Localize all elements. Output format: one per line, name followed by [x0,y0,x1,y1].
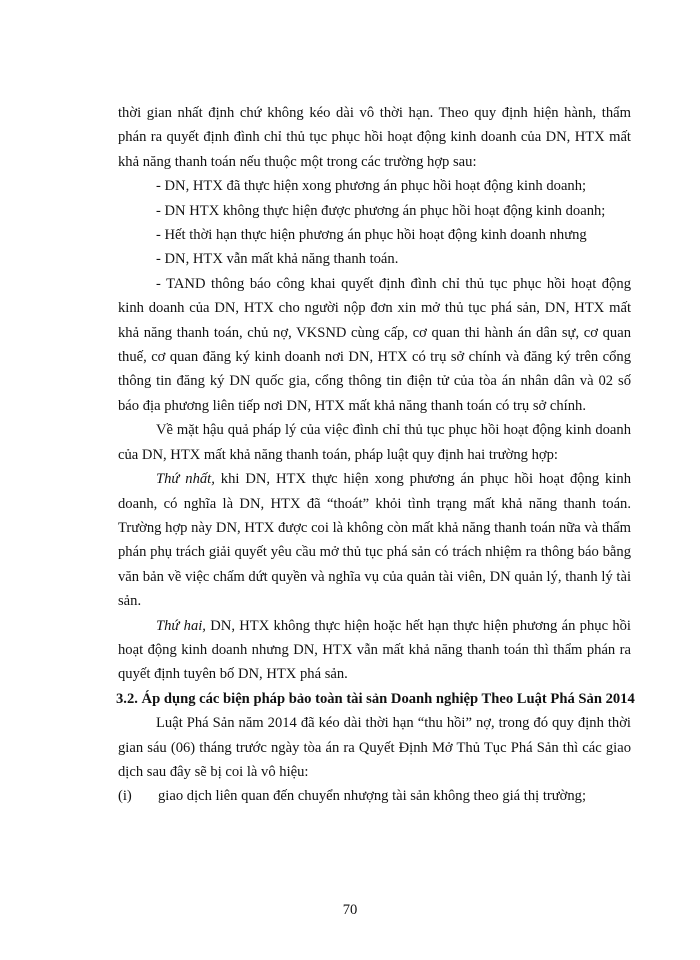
paragraph-intro: thời gian nhất định chứ không kéo dài vô thời hạn. Theo quy định hiện hành, thẩm phán ra quyết định đình chỉ thủ tục phục hồi hoạt động kinh doanh của DN, HTX mất khả năng thanh toán nếu thuộc một trong các trường hợp sau: [118,105,631,170]
paragraph-tand-notice: - TAND thông báo công khai quyết định đình chỉ thủ tục phục hồi hoạt động kinh doanh của DN, HTX cho người nộp đơn xin mở thủ tục phá sản, DN, HTX mất khả năng thanh toán, chủ nợ, VKSND cùng cấp, cơ quan thi hành án dân sự, cơ quan thuế, cơ quan đăng ký kinh doanh nơi DN, HTX có trụ sở chính và đăng ký trên cổng thông tin đăng ký DN quốc gia, cổng thông tin điện tử của tòa án nhân dân và 02 số báo địa phương liên tiếp nơi DN, HTX mất khả năng thanh toán có trụ sở chính. [118,275,631,414]
bullet-item-2: - DN HTX không thực hiện được phương án phục hồi hoạt động kinh doanh; [156,202,606,219]
paragraph-legal-consequence: Về mặt hậu quả pháp lý của việc đình chỉ thủ tục phục hồi hoạt động kinh doanh của DN, HTX mất khả năng thanh toán, pháp luật quy định hai trường hợp: [118,422,631,463]
bullet-item-3: - Hết thời hạn thực hiện phương án phục hồi hoạt động kinh doanh nhưng [156,227,587,244]
second-case-text: DN, HTX không thực hiện hoặc hết hạn thực hiện phương án phục hồi hoạt động kinh doanh nhưng DN, HTX vẫn mất khả năng thanh toán thì thẩm phán ra quyết định tuyên bố DN, HTX phá sản. [118,617,631,683]
page-number: 70 [342,902,358,918]
list-item-text: giao dịch liên quan đến chuyển nhượng tài sản không theo giá thị trường; [158,788,587,805]
bullet-item-1: - DN, HTX đã thực hiện xong phương án phục hồi hoạt động kinh doanh; [156,178,587,195]
second-case-label: Thứ hai, [156,617,206,634]
list-item [118,784,631,808]
document-body [116,101,635,809]
paragraph-second-case [118,614,631,687]
first-case-label: Thứ nhất, [156,471,215,488]
first-case-text: khi DN, HTX thực hiện xong phương án phục hồi hoạt động kinh doanh, có nghĩa là DN, HTX đã “thoát” khỏi tình trạng mất khả năng thanh toán. Trường hợp này DN, HTX được coi là không còn mất khả năng thanh toán nữa và thẩm phán phụ trách giải quyết yêu cầu mở thủ tục phá sản có trách nhiệm ra thông báo bằng văn bản về việc chấm dứt quyền và nghĩa vụ của quản tài viên, DN quản lý, thanh lý tài sản. [118,471,631,610]
paragraph-first-case [118,467,631,613]
list-item-number: (i) [118,788,132,805]
section-heading: 3.2. Áp dụng các biện pháp bảo toàn tài sản Doanh nghiệp Theo Luật Phá Sản 2014 [116,690,635,707]
paragraph-bankruptcy-law: Luật Phá Sản năm 2014 đã kéo dài thời hạn “thu hồi” nợ, trong đó quy định thời gian sáu (06) tháng trước ngày tòa án ra Quyết Định Mở Thủ Tục Phá Sản thì các giao dịch sau đây sẽ bị coi là vô hiệu: [118,715,631,780]
bullet-item-4: - DN, HTX vẫn mất khả năng thanh toán. [156,251,399,268]
